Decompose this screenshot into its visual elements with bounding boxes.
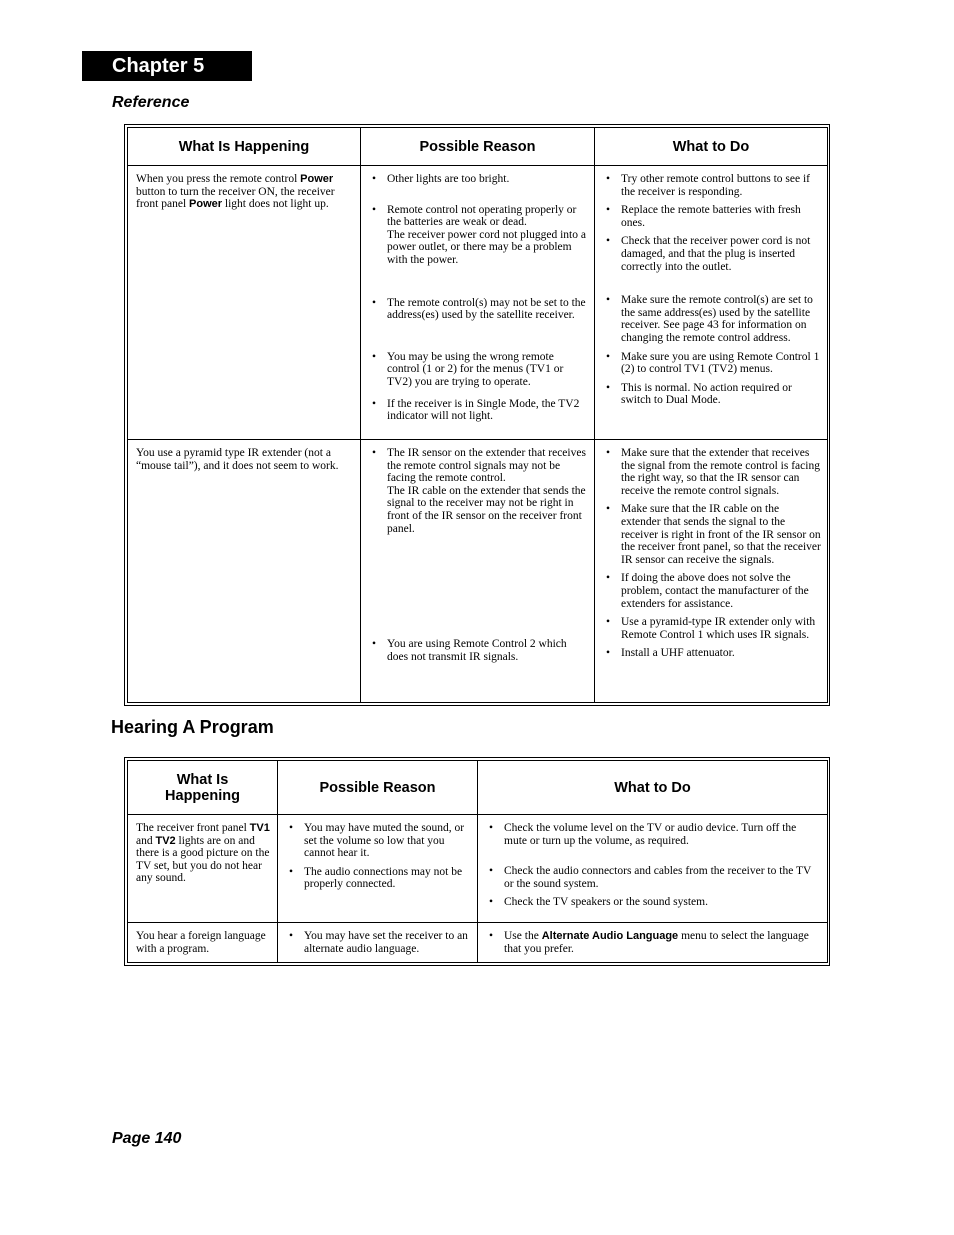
- action-text: Make sure that the IR cable on the extender that sends the signal to the receiver is right in front of the IR sensor on the receiver front panel, so that the receiver IR sensor can receive the signals.: [621, 503, 821, 566]
- symptom-cell: [128, 923, 278, 963]
- reason-cell: [278, 815, 478, 923]
- keyword-power: Power: [189, 198, 223, 211]
- keyword-alternate-audio-language: Alternate Audio Language: [541, 930, 679, 942]
- action-text: Try other remote control buttons to see if the receiver is responding.: [621, 173, 810, 198]
- reason-text: The IR cable on the extender that sends the signal to the receiver may not be right in front of the IR sensor on the receiver front panel.: [387, 484, 586, 535]
- list-item: [603, 173, 821, 198]
- reason-text: Remote control not operating properly or the batteries are weak or dead.: [387, 203, 577, 229]
- list-item: [486, 896, 821, 909]
- reason-cell: [361, 166, 595, 440]
- list-item: [486, 865, 821, 890]
- section-heading-hearing: Hearing A Program: [111, 717, 274, 737]
- action-cell: [478, 815, 828, 923]
- action-text: Replace the remote batteries with fresh ones.: [621, 204, 801, 229]
- action-cell: [595, 440, 828, 703]
- action-text: menu to select the language that you prefer.: [504, 930, 809, 955]
- symptom-text: The receiver front panel: [136, 822, 250, 834]
- list-item: [286, 822, 471, 860]
- symptom-text: lights are on and there is a good picture on the TV set, but you do not hear any sound.: [136, 834, 270, 885]
- list-item: [603, 382, 821, 407]
- table-row: [128, 440, 828, 703]
- symptom-text: You hear a foreign language with a program.: [136, 930, 266, 955]
- reason-text: You are using Remote Control 2 which does not transmit IR signals.: [387, 638, 567, 663]
- chapter-tab: Chapter 5: [82, 51, 252, 81]
- reason-text: You may have set the receiver to an alternate audio language.: [304, 930, 468, 955]
- list-item: [286, 866, 471, 891]
- symptom-cell: [128, 440, 361, 703]
- column-header-possible-reason: Possible Reason: [278, 761, 478, 815]
- symptom-text: You use a pyramid type IR extender (not a “mouse tail”), and it does not seem to work.: [136, 447, 339, 472]
- list-item: [603, 647, 821, 660]
- action-text: Make sure that the extender that receives the signal from the remote control is facing the right way, so that the IR sensor can receive the remote control signals.: [621, 447, 820, 497]
- symptom-text: When you press the remote control: [136, 173, 301, 185]
- reason-text: You may have muted the sound, or set the volume so low that you cannot hear it.: [304, 822, 465, 860]
- column-header-what-to-do: What to Do: [595, 128, 828, 166]
- list-item: [603, 294, 821, 344]
- reason-text: Other lights are too bright.: [387, 173, 510, 185]
- troubleshooting-table-audio: [124, 757, 830, 966]
- action-cell: [595, 166, 828, 440]
- page-number: Page 140: [112, 1130, 182, 1147]
- column-header-what-is-happening: What Is Happening: [128, 761, 278, 815]
- column-header-possible-reason: Possible Reason: [361, 128, 595, 166]
- list-item: [603, 204, 821, 229]
- action-text: Check the TV speakers or the sound system.: [504, 896, 708, 909]
- column-header-what-is-happening: What Is Happening: [128, 128, 361, 166]
- action-text: Check that the receiver power cord is not damaged, and that the plug is inserted correctly into the outlet.: [621, 235, 811, 273]
- reason-text: The receiver power cord not plugged into a power outlet, or there may be a problem with the power.: [387, 228, 586, 266]
- list-item: [603, 447, 821, 497]
- section-label: Reference: [112, 94, 190, 111]
- list-item: [369, 297, 588, 322]
- reason-text: The remote control(s) may not be set to the address(es) used by the satellite receiver.: [387, 296, 586, 322]
- list-item: [286, 930, 471, 955]
- list-item: [369, 204, 588, 267]
- list-item: [486, 930, 821, 955]
- symptom-text: button to turn the receiver ON, the receiver front panel: [136, 185, 335, 211]
- action-text: Make sure you are using Remote Control 1 (2) to control TV1 (TV2) menus.: [621, 350, 820, 376]
- list-item: [369, 351, 588, 389]
- list-item: [369, 447, 588, 535]
- list-item: [369, 638, 588, 663]
- action-text: Use a pyramid-type IR extender only with Remote Control 1 which uses IR signals.: [621, 616, 816, 641]
- reason-text: The audio connections may not be properly connected.: [304, 865, 463, 891]
- reason-text: If the receiver is in Single Mode, the TV2 indicator will not light.: [387, 397, 580, 423]
- table-row: [128, 815, 828, 923]
- reason-text: The IR sensor on the extender that receives the remote control signals may not be facing the remote control.: [387, 447, 586, 485]
- action-cell: [478, 923, 828, 963]
- troubleshooting-table-remote: [124, 124, 830, 706]
- list-item: [603, 351, 821, 376]
- action-text: Install a UHF attenuator.: [621, 647, 735, 660]
- list-item: [369, 398, 588, 423]
- action-text: If doing the above does not solve the problem, contact the manufacturer of the extenders for assistance.: [621, 572, 809, 610]
- action-text: Check the audio connectors and cables from the receiver to the TV or the sound system.: [504, 865, 812, 890]
- keyword-power: Power: [300, 173, 334, 185]
- column-header-what-to-do: What to Do: [478, 761, 828, 815]
- reason-cell: [278, 923, 478, 963]
- reason-cell: [361, 440, 595, 703]
- action-text: Check the volume level on the TV or audio device. Turn off the mute or turn up the volume, as required.: [504, 822, 797, 847]
- keyword-tv2: TV2: [155, 834, 176, 847]
- action-text: Use the: [504, 930, 542, 942]
- symptom-cell: [128, 815, 278, 923]
- table-row: [128, 923, 828, 963]
- list-item: [603, 572, 821, 610]
- symptom-text: light does not light up.: [222, 198, 329, 211]
- action-text: This is normal. No action required or switch to Dual Mode.: [621, 381, 792, 407]
- table-row: [128, 166, 828, 440]
- keyword-tv1: TV1: [249, 822, 270, 834]
- reason-text: You may be using the wrong remote control (1 or 2) for the menus (TV1 or TV2) you are trying to operate.: [387, 350, 564, 388]
- list-item: [603, 616, 821, 641]
- action-text: Make sure the remote control(s) are set to the same address(es) used by the satellite receiver. See page 43 for information on changing the remote control address.: [621, 294, 813, 344]
- list-item: [486, 822, 821, 847]
- symptom-text: and: [136, 834, 156, 847]
- list-item: [603, 503, 821, 566]
- symptom-cell: [128, 166, 361, 440]
- list-item: [603, 235, 821, 273]
- list-item: [369, 173, 588, 186]
